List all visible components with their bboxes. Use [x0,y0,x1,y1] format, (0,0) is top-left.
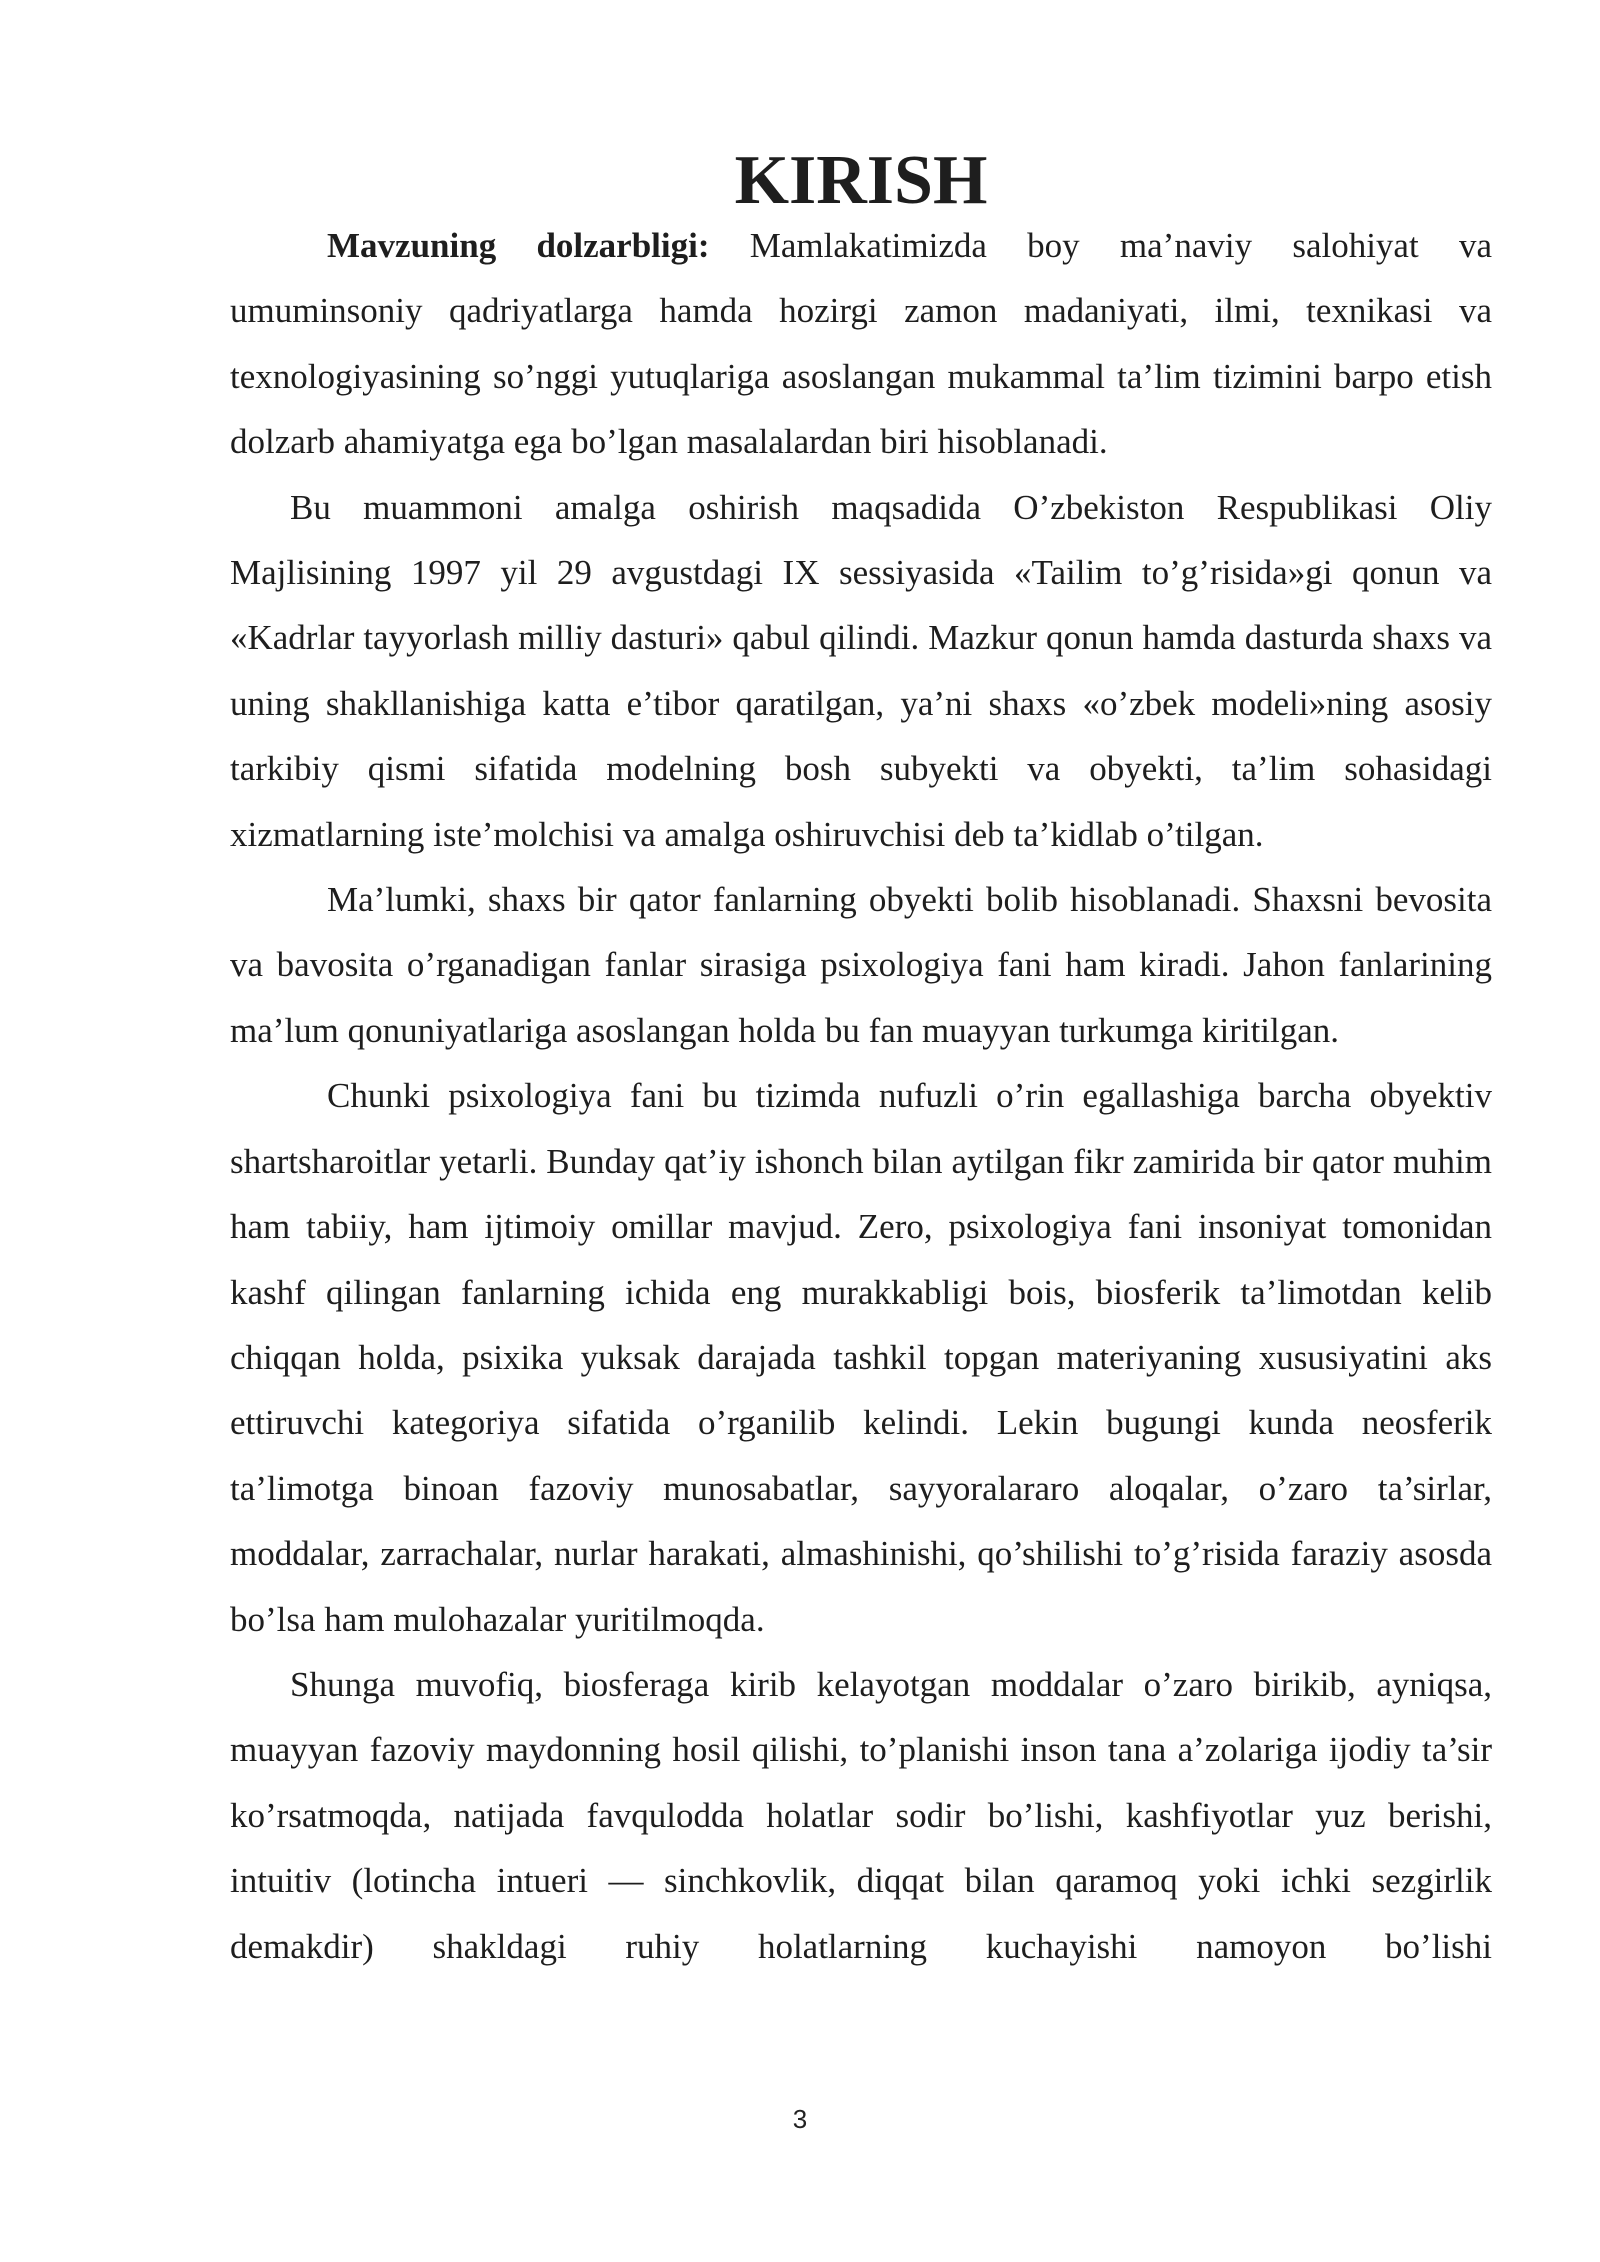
paragraph-text: Mamlakatimizda boy ma’naviy salohiyat va umuminsoniy qadriyatlarga hamda hozirgi zamon madaniyati, ilmi, texnikasi va texnologiyasining so’nggi yutuqlariga asoslangan mukammal ta’lim tizimini barpo etish dolzarb ahamiyatga ega bo’lgan masalalardan biri hisoblanadi. [230,226,1492,462]
page-number: 3 [792,2104,808,2134]
paragraph-personality: Ma’lumki, shaxs bir qator fanlarning obyekti bolib hisoblanadi. Shaxsni bevosita va bavosita o’rganadigan fanlar sirasiga psixologiya fani ham kiradi. Jahon fanlarining ma’lum qonuniyatlariga asoslangan holda bu fan muayyan turkumga kiritilgan. [230,880,1492,1050]
paragraph-law: Bu muammoni amalga oshirish maqsadida O’zbekiston Respublikasi Oliy Majlisining 1997 yil 29 avgustdagi IX sessiyasida «Tailim to’g’risida»gi qonun va «Kadrlar tayyorlash milliy dasturi» qabul qilindi. Mazkur qonun hamda dasturda shaxs va uning shakllanishiga katta e’tibor qaratilgan, ya’ni shaxs «o’zbek modeli»ning asosiy tarkibiy qismi sifatida modelning bosh subyekti va obyekti, ta’lim sohasidagi xizmatlarning iste’molchisi va amalga oshiruvchisi deb ta’kidlab o’tilgan. [230,487,1492,854]
paragraph-relevance [230,213,1492,475]
document-page [230,142,1492,1979]
page-title: KIRISH [734,142,988,219]
paragraph-biosphere: Shunga muvofiq, biosferaga kirib kelayotgan moddalar o’zaro birikib, ayniqsa, muayyan fazoviy maydonning hosil qilishi, to’planishi inson tana a’zolariga ijodiy ta’sir ko’rsatmoqda, natijada favqulodda holatlar sodir bo’lishi, kashfiyotlar yuz berishi, intuitiv (lotincha intueri — sinchkovlik, diqqat bilan qaramoq yoki ichki sezgirlik demakdir) shakldagi ruhiy holatlarning kuchayishi namoyon bo’lishi [230,1664,1492,1966]
paragraph-psychology: Chunki psixologiya fani bu tizimda nufuzli o’rin egallashiga barcha obyektiv shartsharoitlar yetarli. Bunday qat’iy ishonch bilan aytilgan fikr zamirida bir qator muhim ham tabiiy, ham ijtimoiy omillar mavjud. Zero, psixologiya fani insoniyat tomonidan kashf qilingan fanlarning ichida eng murakkabligi bois, biosferik ta’limotdan kelib chiqqan holda, psixika yuksak darajada tashkil topgan materiyaning xususiyatini aks ettiruvchi kategoriya sifatida o’rganilib kelindi. Lekin bugungi kunda neosferik ta’limotga binoan fazoviy munosabatlar, sayyoralararo aloqalar, o’zaro ta’sirlar, moddalar, zarrachalar, nurlar harakati, almashinishi, qo’shilishi to’g’risida faraziy asosda bo’lsa ham mulohazalar yuritilmoqda. [230,1076,1492,1639]
paragraph-lead-heading: Mavzuning dolzarbligi: [327,226,710,265]
